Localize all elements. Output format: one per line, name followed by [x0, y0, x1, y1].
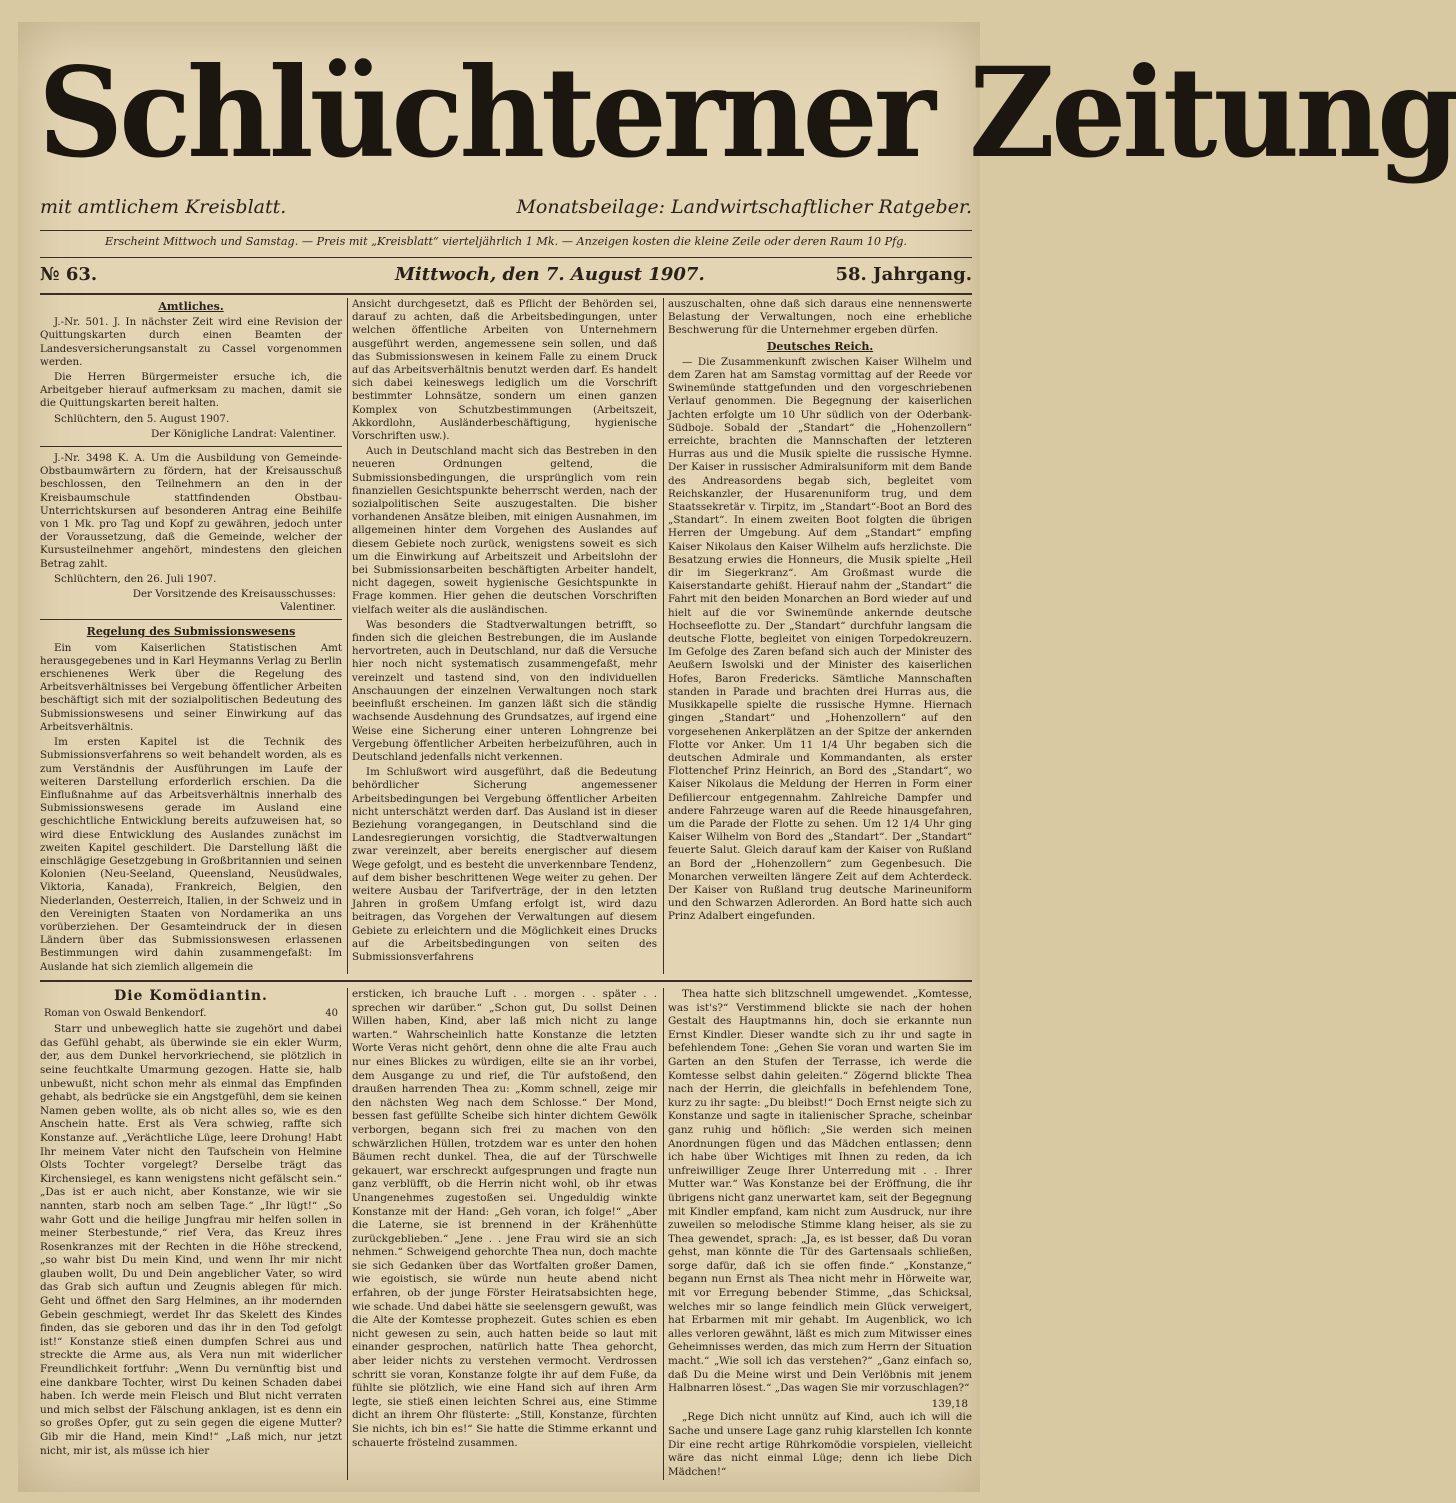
- separator: [40, 446, 342, 447]
- column-amtliches: [40, 298, 342, 974]
- signature: Der Vorsitzende des Kreisausschusses:: [132, 588, 336, 601]
- column-divider: [347, 988, 348, 1480]
- feuilleton-subtitle: Roman von Oswald Benkendorf.: [44, 1007, 207, 1019]
- rule-feuilleton: [40, 980, 972, 982]
- feuilleton-column-3: [668, 988, 972, 1480]
- paragraph: Im Schlußwort wird ausgeführt, daß die Bedeutung behördlicher Sicherung angemessener Arbeitsbedingungen bei Vergebung öffentlicher Arbeiten nicht unterschätzt werden darf. Das Ausland ist in dieser Beziehung vorangegangen, in Deutschland sind die Landesregierungen vorsichtig, die Stadtverwaltungen zwar vereinzelt, aber bereits energischer auf diesem Wege gefolgt, und es besteht die unverkennbare Tendenz, auf dem bisher beschrittenen Wege weiter zu gehen. Der weitere Ausbau der Tarifverträge, der in den letzten Jahren in großem Umfang erfolgt ist, wird dazu beitragen, das Vorgehen der Verwaltungen auf diesem Gebiete zu erleichtern und die Möglichkeit eines Drucks auf die Arbeitsbedingungen von seiten des Submissionsverfahrens: [352, 766, 657, 963]
- paragraph: auszuschalten, ohne daß sich daraus eine nennenswerte Belastung der Verwaltungen, noch eine erhebliche Beschwerung für die Unternehmer ergeben dürfen.: [668, 298, 972, 337]
- feuilleton-byline: [44, 1007, 338, 1021]
- paragraph: J.-Nr. 501. J. In nächster Zeit wird eine Revision der Quittungskarten durch einen Beamten der Landesversicherungsanstalt zu Cassel vorgenommen werden.: [40, 316, 342, 368]
- masthead-subtitle-right: Monatsbeilage: Landwirtschaftlicher Ratgeber.: [516, 196, 972, 218]
- issue-bar: [40, 262, 972, 292]
- feuilleton-column-1: [40, 988, 342, 1480]
- page-mark: 139,18: [931, 1397, 968, 1410]
- column-deutsches-reich: [668, 298, 972, 974]
- masthead-subtitle-left: mit amtlichem Kreisblatt.: [40, 196, 287, 218]
- issue-date: Mittwoch, den 7. August 1907.: [395, 264, 705, 285]
- masthead-title: Schlüchterner Zeitung: [38, 39, 1456, 186]
- signature: Der Königliche Landrat: Valentiner.: [150, 427, 336, 440]
- feuilleton-installment: 40: [325, 1007, 338, 1019]
- paragraph: ersticken, ich brauche Luft . . morgen . . später . . sprechen wir darüber.“ „Schon gut, Du sollst Deinen Willen haben, Kind, aber laß mich nicht zu lange warten.“ Wahrscheinlich hatte Konstanze die letzten Worte Veras nicht gehört, denn ohne die alte Frau auch nur eines Blickes zu würdigen, eilte sie an ihr vorbei, dem Ausgange zu und rief, die Tür aufstoßend, den draußen harrenden Thea zu: „Komm schnell, zeige mir den nächsten Weg nach dem Schlosse.“ Der Mond, bessen fast gefüllte Scheibe sich hinter dichtem Gewölk verborgen, begann sich frei zu machen von den schwärzlichen Hüllen, trotzdem war es unter den hohen Bäumen recht dunkel. Thea, die auf der Türschwelle gekauert, war erschreckt aufgesprungen und fragte nun ganz verblüfft, ob die Herrin nicht wohl, ob ihr etwas Unangenehmes zugestoßen sei. Ungeduldig winkte Konstanze mit der Hand: „Geh voran, ich folge!“ „Aber die Laterne, sie ist brennend in der Krähenhütte zurückgeblieben.“ „Jene . . jene Frau wird sie an sich nehmen.“ Schweigend gehorchte Thea nun, doch machte sie sich Gedanken über das Wortfalten großer Damen, wie egoistisch, sie würde nun heute abend nicht erfahren, ob der junge Förster Heiratsabsichten hege, wie schade. Und dabei hätte sie seelensgern gewußt, was die Alte der Komtesse prophezeit. Gutes schien es eben nicht gewesen zu sein, auch hatten beide so laut mit einander gesprochen, natürlich hatte Thea gehorcht, aber leider nichts zu verstehen vermocht. Verdrossen schritt sie voran, Konstanze folgte ihr auf dem Fuße, da fühlte sie plötzlich, wie eine Hand sich auf ihren Arm legte, sie stieß einen leichten Schrei aus, eine Stimme dicht an ihrem Ohr flüsterte: „Still, Konstanze, fürchten Sie nichts, ich bin es!“ Sie hatte die Stimme erkannt und schauerte fröstelnd zusammen.: [352, 988, 658, 1449]
- rule-issue: [40, 293, 972, 295]
- section-heading-deutsches-reich: Deutsches Reich.: [766, 339, 874, 353]
- rule-top: [40, 230, 972, 231]
- section-heading-amtliches: Amtliches.: [158, 300, 224, 313]
- paragraph: J.-Nr. 3498 K. A. Um die Ausbildung von Gemeinde-Obstbaumwärtern zu fördern, hat der Kreisausschuß beschlossen, den Teilnehmern an den in der Kreisbaumschule stattfindenden Obstbau-Unterrichtskursen auf besonderen Antrag eine Beihilfe von 1 Mk. pro Tag und Kopf zu gewähren, jedoch unter der Voraussetzung, daß die Gemeinde, welcher der Kursusteilnehmer angehört, mindestens den gleichen Betrag zahlt.: [40, 452, 342, 570]
- paragraph: „Rege Dich nicht unnütz auf Kind, auch ich will die Sache und unsere Lage ganz ruhig klarstellen Ich konnte Dir eine recht artige Rührkomödie vorspielen, vielleicht wäre das nicht einmal Lüge; denn ich liebe Dich Mädchen!“: [668, 1411, 972, 1478]
- signature: Valentiner.: [280, 601, 336, 614]
- paragraph: Thea hatte sich blitzschnell umgewendet. „Komtesse, was ist's?“ Verstimmend blickte sie nach der hohen Gestalt des Hauptmanns hin, doch sie erkannte nun Ernst Kindler. Dieser wandte sich zu ihr und sagte in befehlendem Tone: „Gehen Sie voran und warten Sie im Garten an den Stufen der Terrasse, ich werde die Komtesse selbst dahin geleiten.“ Zögernd blickte Thea nach der Herrin, die gleichfalls in befehlendem Tone, kurz zu ihr sagte: „Du bleibst!“ Doch Ernst neigte sich zu Konstanze und sagte in italienischer Sprache, scheinbar ganz ruhig und höflich: „Sie werden sich meinen Anordnungen fügen und das Mädchen entlassen; denn ich habe über Wichtiges mit Ihnen zu reden, da ich unfreiwilliger Zeuge Ihrer Unterredung mit . . Ihrer Mutter war.“ Was Konstanze bei der Eröffnung, die ihr übrigens nicht ganz unerwartet kam, seit der Begegnung mit Kindler empfand, kam nicht zum Ausdruck, nur ihre zuweilen so melodische Stimme klang heiser, als sie zu Thea gewendet, sprach: „Ja, es ist besser, daß Du voran gehst, man könnte die Tür des Gartensaals schließen, sorge dafür, daß ich sie offen finde.“ „Konstanze,“ begann nun Ernst als Thea nicht mehr in Hörweite war, mit vor Erregung bebender Stimme, „das Schicksal, welches mir so lange feindlich mein Glück verweigert, hat Erbarmen mit mir gehabt. Im Augenblick, wo ich alles verloren gewähnt, läßt es mich zum Mitwisser eines Geheimnisses werden, das mich zum Herrn der Situation macht.“ „Wie soll ich das verstehen?“ „Ganz einfach so, daß Du die Meine wirst und Dein Verlöbnis mit jenem Halbnarren lösest.“ „Das wagen Sie mir vorzuschlagen?“: [668, 988, 972, 1395]
- paragraph: — Die Zusammenkunft zwischen Kaiser Wilhelm und dem Zaren hat am Samstag vormittag auf der Reede vor Swinemünde stattgefunden und den vorgeschriebenen Verlauf genommen. Die Begegnung der kaiserlichen Jachten erfolgte um 10 Uhr südlich von der Oderbank-Südboje. Sobald der „Standart“ die „Hohenzollern“ erreichte, brachten die Mannschaften der letzteren Hurras aus und die Musik spielte die russische Hymne. Der Kaiser in russischer Admiralsuniform mit dem Bande des Andreasordens begab sich, begleitet vom Reichskanzler, der Husarenuniform trug, und dem Staatssekretär v. Tirpitz, im „Standart“-Boot an Bord des „Standart“. In einem zweiten Boot folgten die übrigen Herren der Umgebung. Auf dem „Standart“ empfing Kaiser Nikolaus den Kaiser Wilhelm aufs herzlichste. Die Besatzung erwies die Honneurs, die Musik spielte „Heil dir im Siegerkranz“. Am Großmast wurde die Kaiserstandarte gehißt. Hierauf nahm der „Standart“ die Fahrt mit den beiden Monarchen an Bord wieder auf und hielt auf die vor Swinemünde ankernde deutsche Hochseeflotte zu. Der „Standart“ durchfuhr langsam die deutsche Flotte, begleitet von einigen Torpedokreuzern. Im Gefolge des Zaren befand sich auch der Minister des Aeußern Iswolski und der Minister des kaiserlichen Hofes, Baron Fredericks. Sämtliche Mannschaften standen in Parade und brachten drei Hurras aus, die Musikkapelle spielte die russische Hymne. Hiernach gingen „Standart“ und „Hohenzollern“ auf den vorgesehenen Ankerplätzen an der Spitze der ankernden Flotte vor Anker. Um 11 1/4 Uhr begaben sich die deutschen Admirale und Kommandanten, als erster Flottenchef Prinz Heinrich, an Bord des „Standart“, wo Kaiser Nikolaus die Meldung der Herren in Form einer Defiliercour entgegennahm. Zahlreiche Dampfer und andere Fahrzeuge waren auf die Reede hinausgefahren, um die Parade der Flotte zu sehen. Um 12 1/4 Uhr ging Kaiser Wilhelm von Bord des „Standart“. Der „Standart“ feuerte Salut. Gleich darauf kam der Kaiser von Rußland an Bord der „Hohenzollern“ zum Gegenbesuch. Die Monarchen verweilten längere Zeit auf dem Achterdeck. Der Kaiser von Rußland trug deutsche Marineuniform und den Schwarzen Adlerorden. An Bord hatte sich auch Prinz Adalbert eingefunden.: [668, 355, 972, 923]
- paragraph: Starr und unbeweglich hatte sie zugehört und dabei das Gefühl gehabt, als überwinde sie ein ekler Wurm, der, aus dem Dunkel hervorkriechend, sie plötzlich in seine feuchtkalte Umarmung gezogen. Hatte sie, halb unbewußt, nicht schon mehr als einmal das Empfinden gehabt, als bedrücke sie ein Angstgefühl, dem sie keinen Namen geben wollte, als ob nicht alles so, wie es den Anschein hatte. Erst als Vera schwieg, raffte sich Konstanze auf. „Verächtliche Lüge, leere Drohung! Habt Ihr meinem Vater nicht den Taufschein von Helmine Olsts Tochter vorgelegt? Derselbe trägt das Kirchensiegel, es kann wenigstens nicht gefälscht sein.“ „Das ist er auch nicht, aber Konstanze, wie wir sie nannten, starb noch am selben Tage.“ „Ihr lügt!“ „So wahr Gott und die heilige Jungfrau mir helfen sollen in meiner Sterbestunde,“ rief Vera, das Kreuz ihres Rosenkranzes mit der Rechten in die Höhe streckend, „so wahr bist Du mein Kind, und wenn Ihr mir nicht glauben wollt, Du und Dein angeblicher Vater, so wird das Grab sich auftun und Zeugnis ablegen für mich. Geht und öffnet den Sarg Helmines, an ihr modernden Gebein geschmiegt, werdet Ihr das Skelett des Kindes finden, das sie geboren und das ihr in den Tod gefolgt ist!“ Konstanze stieß einen dumpfen Schrei aus und streckte die Arme aus, als Vera nun mit widerlicher Freundlichkeit fortfuhr: „Wenn Du vernünftig bist und eine dankbare Tochter, wirst Du keinen Schaden dabei haben. Ich werde mein Fleisch und Blut nicht verraten und mich selbst der Fälschung anklagen, ist es denn ein so großes Opfer, gut zu sein gegen die eigene Mutter? Gib mir die Hand, mein Kind!“ „Laß mich, nur jetzt nicht, mir ist, als müsse ich hier: [40, 1023, 342, 1457]
- paragraph: Schlüchtern, den 5. August 1907.: [54, 412, 230, 425]
- paragraph: Die Herren Bürgermeister ersuche ich, die Arbeitgeber hierauf aufmerksam zu machen, damit sie die Quittungskarten bereit halten.: [40, 371, 342, 410]
- paragraph: Was besonders die Stadtverwaltungen betrifft, so finden sich die gleichen Bestrebungen, die im Auslande hervortreten, auch in Deutschland, nur daß die Versuche hier noch nicht systematisch zusammengefaßt, mehr vereinzelt und tastend sind, von den individuellen Anschauungen der einzelnen Verwaltungen noch stark beeinflußt erscheinen. Im ganzen läßt sich die ständig wachsende Ausdehnung des Grundsatzes, auf irgend eine Weise eine Sicherung einer unteren Lohngrenze bei Vergebung öffentlicher Arbeiten herbeizuführen, auch in Deutschland jedenfalls nicht verkennen.: [352, 618, 657, 763]
- separator: [40, 619, 342, 620]
- paragraph: Ansicht durchgesetzt, daß es Pflicht der Behörden sei, darauf zu achten, daß die Arbeitsbedingungen, unter welchen öffentliche Arbeiten von Unternehmern ausgeführt werden, angemessene sein sollen, und daß das Submissionswesen in keinem Falle zu einem Druck auf das Arbeitsverhältnis benutzt werden darf. Es handelt sich dabei keineswegs lediglich um die Vorschrift bestimmter Lohnsätze, sondern um einen ganzen Komplex von Schutzbestimmungen (Arbeitszeit, Akkordlohn, Ausländerbeschäftigung, hygienische Vorschriften usw.).: [352, 298, 657, 443]
- column-divider: [663, 298, 664, 974]
- column-divider: [663, 988, 664, 1480]
- issue-year: 58. Jahrgang.: [835, 264, 972, 285]
- issue-number: № 63.: [40, 264, 98, 285]
- feuilleton-column-2: [352, 988, 657, 1480]
- feuilleton-title: Die Komödiantin.: [114, 988, 268, 1004]
- paragraph: Schlüchtern, den 26. Juli 1907.: [54, 572, 217, 585]
- paragraph: Ein vom Kaiserlichen Statistischen Amt herausgegebenes und in Karl Heymanns Verlag zu Berlin erschienenes Werk über die Regelung des Arbeitsverhältnisses bei Vergebung öffentlicher Arbeiten beschäftigt sich mit der sozialpolitischen Bedeutung des Submissionswesens und seiner Einwirkung auf das Arbeitsverhältnis.: [40, 641, 342, 733]
- paragraph: Im ersten Kapitel ist die Technik des Submissionsverfahrens so weit behandelt worden, als es zum Verständnis der Ausführungen im Laufe der weiteren Darstellung erforderlich erschien. Da die Einflußnahme auf das Arbeitsverhältnis innerhalb des Submissionswesens gerade im Ausland eine geschichtliche Entwicklung bereits aufzuweisen hat, so wird diese Entwicklung des Auslandes zunächst im zweiten Kapitel geschildert. Die Darstellung läßt die einschlägige Gesetzgebung in Großbritannien und seinen Kolonien (Neu-Seeland, Queensland, Neusüdwales, Viktoria, Kanada), Frankreich, Belgien, den Niederlanden, Oesterreich, Italien, in der Schweiz und in den Vereinigten Staaten von Nordamerika an uns vorüberziehen. Der Gesamteindruck der in diesen Ländern über das Submissionswesen erlassenen Bestimmungen wird dahin zusammengefaßt: Im Auslande hat sich ziemlich allgemein die: [40, 736, 342, 973]
- column-submission-cont: [352, 298, 657, 974]
- subscription-notice: Erscheint Mittwoch und Samstag. — Preis mit „Kreisblatt“ vierteljährlich 1 Mk. — Anzeigen kosten die kleine Zeile oder deren Raum 10 Pfg.: [105, 235, 907, 248]
- paragraph: Auch in Deutschland macht sich das Bestreben in den neueren Ordnungen geltend, die Submissionsbedingungen, die ursprünglich vom rein finanziellen Gesichtspunkte beherrscht werden, nach der sozialpolitischen Seite auszugestalten. Die bisher vorhandenen Ansätze bleiben, mit einigen Ausnahmen, im allgemeinen hinter dem Vorgehen des Auslandes auf diesem Gebiete noch zurück, wenigstens soweit es sich um die Einwirkung auf Arbeitszeit und Arbeitslohn der bei Submissionsarbeiten beschäftigten Arbeiter handelt, nicht dagegen, soweit hygienische Gesichtspunkte in Frage kommen. Hier gehen die deutschen Vorschriften vielfach weiter als die ausländischen.: [352, 445, 657, 616]
- column-divider: [347, 298, 348, 974]
- rule-notice: [40, 257, 972, 258]
- section-heading-submission: Regelung des Submissionswesens: [86, 625, 296, 639]
